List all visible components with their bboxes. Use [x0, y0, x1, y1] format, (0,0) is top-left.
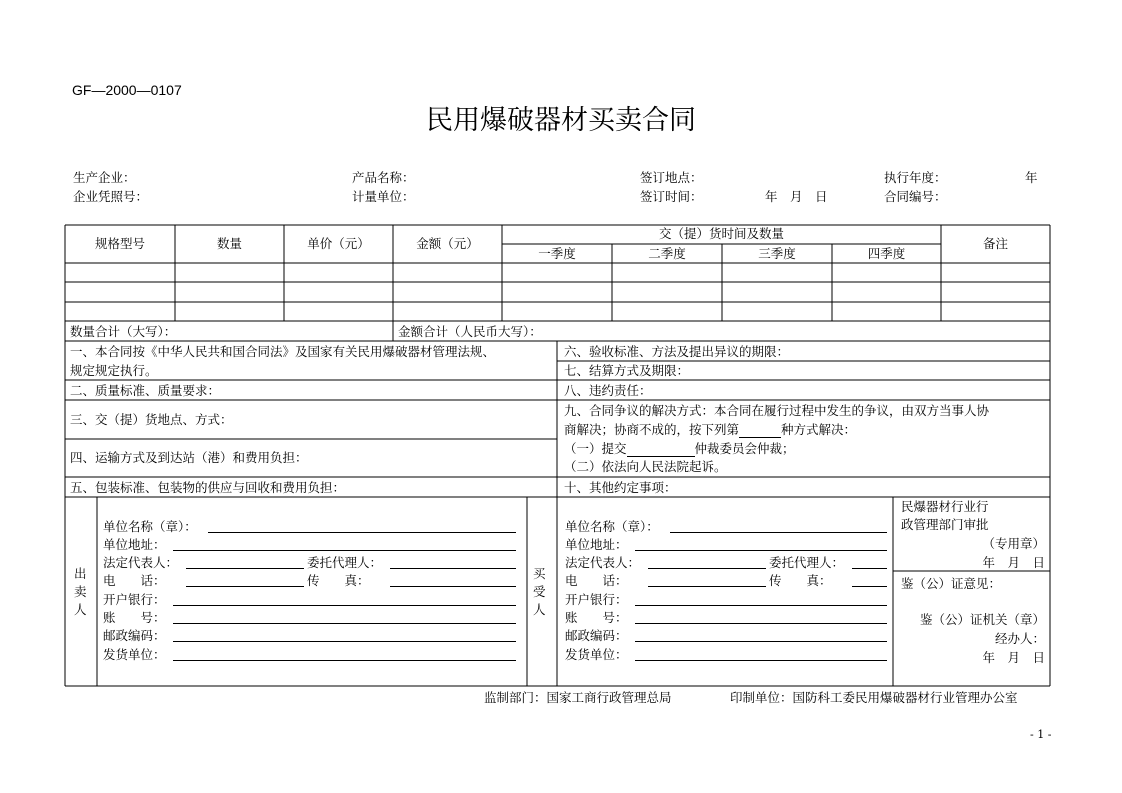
approval-date: 年 月 日: [982, 555, 1045, 570]
license-label: 企业凭照号：: [73, 189, 149, 204]
buyer-bank-field[interactable]: [635, 605, 887, 606]
notary-org: 鉴（公）证机关（章）: [919, 612, 1045, 627]
seller-agent-field[interactable]: [390, 568, 516, 569]
clause-7: 七、结算方式及期限：: [564, 363, 690, 378]
buyer-name-field[interactable]: [670, 532, 887, 533]
buyer-agent-label: 委托代理人：: [769, 555, 845, 570]
clause-4: 四、运输方式及到达站（港）和费用负担：: [70, 450, 308, 465]
seller-bank-label: 开户银行：: [103, 592, 166, 607]
seller-shipper-label: 发货单位：: [103, 647, 166, 662]
seller-bank-field[interactable]: [173, 605, 516, 606]
clause-2: 二、质量标准、质量要求：: [70, 383, 221, 398]
clause-9: 九、合同争议的解决方式：本合同在履行过程中发生的争议，由双方当事人协: [564, 403, 990, 418]
unit-label: 计量单位：: [352, 189, 415, 204]
clause-9-option2: （二）依法向人民法院起诉。: [564, 459, 727, 474]
seller-postcode-label: 邮政编码：: [103, 628, 166, 643]
clause-5: 五、包装标准、包装物的供应与回收和费用负担：: [70, 480, 346, 495]
seller-legal-field[interactable]: [186, 568, 304, 569]
buyer-legal-label: 法定代表人：: [565, 555, 641, 570]
col-price: 单价（元）: [307, 236, 370, 251]
clause-3: 三、交（提）货地点、方式：: [70, 412, 233, 427]
supervisor-dept: 监制部门：国家工商行政管理总局: [484, 690, 672, 705]
col-q3: 三季度: [758, 246, 796, 261]
seller-name-field[interactable]: [208, 532, 516, 533]
amount-total-label: 金额合计（人民币大写）：: [398, 324, 542, 339]
buyer-postcode-label: 邮政编码：: [565, 628, 628, 643]
col-amount: 金额（元）: [416, 236, 479, 251]
approval-line1: 民爆器材行业行: [901, 499, 989, 514]
exec-year-label: 执行年度：: [884, 170, 947, 185]
seller-address-field[interactable]: [173, 550, 516, 551]
seller-label: 出卖人: [74, 566, 87, 617]
exec-year-unit: 年: [1025, 170, 1038, 185]
notary-opinion: 鉴（公）证意见：: [901, 576, 1002, 591]
option-blank[interactable]: [739, 425, 781, 438]
col-spec: 规格型号: [94, 236, 145, 251]
sign-time-label: 签订时间：: [640, 189, 703, 204]
clause-9-option1: [564, 441, 795, 457]
buyer-legal-field[interactable]: [648, 568, 766, 569]
seller-legal-label: 法定代表人：: [103, 555, 179, 570]
buyer-fax-field[interactable]: [852, 586, 887, 587]
buyer-bank-label: 开户银行：: [565, 592, 628, 607]
arbitration-blank[interactable]: [627, 444, 695, 457]
seller-address-label: 单位地址：: [103, 537, 166, 552]
col-q4: 四季度: [867, 246, 906, 261]
page-number: - 1 -: [1030, 728, 1052, 741]
col-q2: 二季度: [648, 246, 686, 261]
buyer-label: 买受人: [533, 566, 546, 617]
clause-10: 十、其他约定事项：: [564, 480, 677, 495]
col-q1: 一季度: [538, 246, 576, 261]
form-code: GF—2000—0107: [72, 82, 182, 98]
seller-phone-label: 电 话：: [103, 573, 166, 588]
buyer-phone-field[interactable]: [648, 586, 766, 587]
col-qty: 数量: [216, 236, 242, 251]
producer-label: 生产企业：: [73, 170, 136, 185]
seller-account-label: 账 号：: [103, 610, 166, 625]
approval-seal: （专用章）: [982, 536, 1045, 551]
notary-handler: 经办人：: [994, 631, 1045, 646]
col-delivery: 交（提）货时间及数量: [658, 226, 784, 241]
buyer-postcode-field[interactable]: [635, 641, 887, 642]
seller-phone-field[interactable]: [186, 586, 304, 587]
seller-shipper-field[interactable]: [173, 660, 516, 661]
buyer-name-label: 单位名称（章）：: [565, 519, 659, 534]
buyer-phone-label: 电 话：: [565, 573, 628, 588]
clause-9-line2: [564, 422, 856, 438]
sign-place-label: 签订地点：: [640, 170, 703, 185]
option1-text2: 仲裁委员会仲裁；: [694, 441, 795, 456]
seller-fax-field[interactable]: [390, 586, 516, 587]
sign-date: 年 月 日: [765, 189, 828, 204]
buyer-address-label: 单位地址：: [565, 537, 628, 552]
clause-8: 八、违约责任：: [564, 383, 652, 398]
clause-9-text2: 种方式解决：: [781, 422, 857, 437]
buyer-account-field[interactable]: [635, 623, 887, 624]
clause-1-cont: 规定规定执行。: [70, 363, 158, 378]
buyer-agent-field[interactable]: [852, 568, 887, 569]
product-name-label: 产品名称：: [352, 170, 415, 185]
contract-no-label: 合同编号：: [884, 189, 947, 204]
seller-fax-label: 传 真：: [307, 573, 370, 588]
buyer-address-field[interactable]: [635, 550, 887, 551]
approval-line2: 政管理部门审批: [901, 517, 989, 532]
col-remark: 备注: [982, 236, 1008, 251]
seller-name-label: 单位名称（章）：: [103, 519, 197, 534]
buyer-account-label: 账 号：: [565, 610, 628, 625]
seller-postcode-field[interactable]: [173, 641, 516, 642]
buyer-shipper-label: 发货单位：: [565, 647, 628, 662]
clause-6: 六、验收标准、方法及提出异议的期限：: [564, 344, 790, 359]
page-title: 民用爆破器材买卖合同: [426, 105, 696, 136]
qty-total-label: 数量合计（大写）：: [70, 324, 177, 339]
clause-9-text: 商解决；协商不成的，按下列第: [564, 422, 740, 437]
option1-text: （一）提交: [564, 441, 627, 456]
clause-1: 一、本合同按《中华人民共和国合同法》及国家有关民用爆破器材管理法规、: [70, 344, 496, 359]
notary-date: 年 月 日: [982, 650, 1045, 665]
buyer-shipper-field[interactable]: [635, 660, 887, 661]
seller-account-field[interactable]: [173, 623, 516, 624]
buyer-fax-label: 传 真：: [769, 573, 832, 588]
printing-unit: 印制单位：国防科工委民用爆破器材行业管理办公室: [730, 690, 1018, 705]
seller-agent-label: 委托代理人：: [307, 555, 383, 570]
